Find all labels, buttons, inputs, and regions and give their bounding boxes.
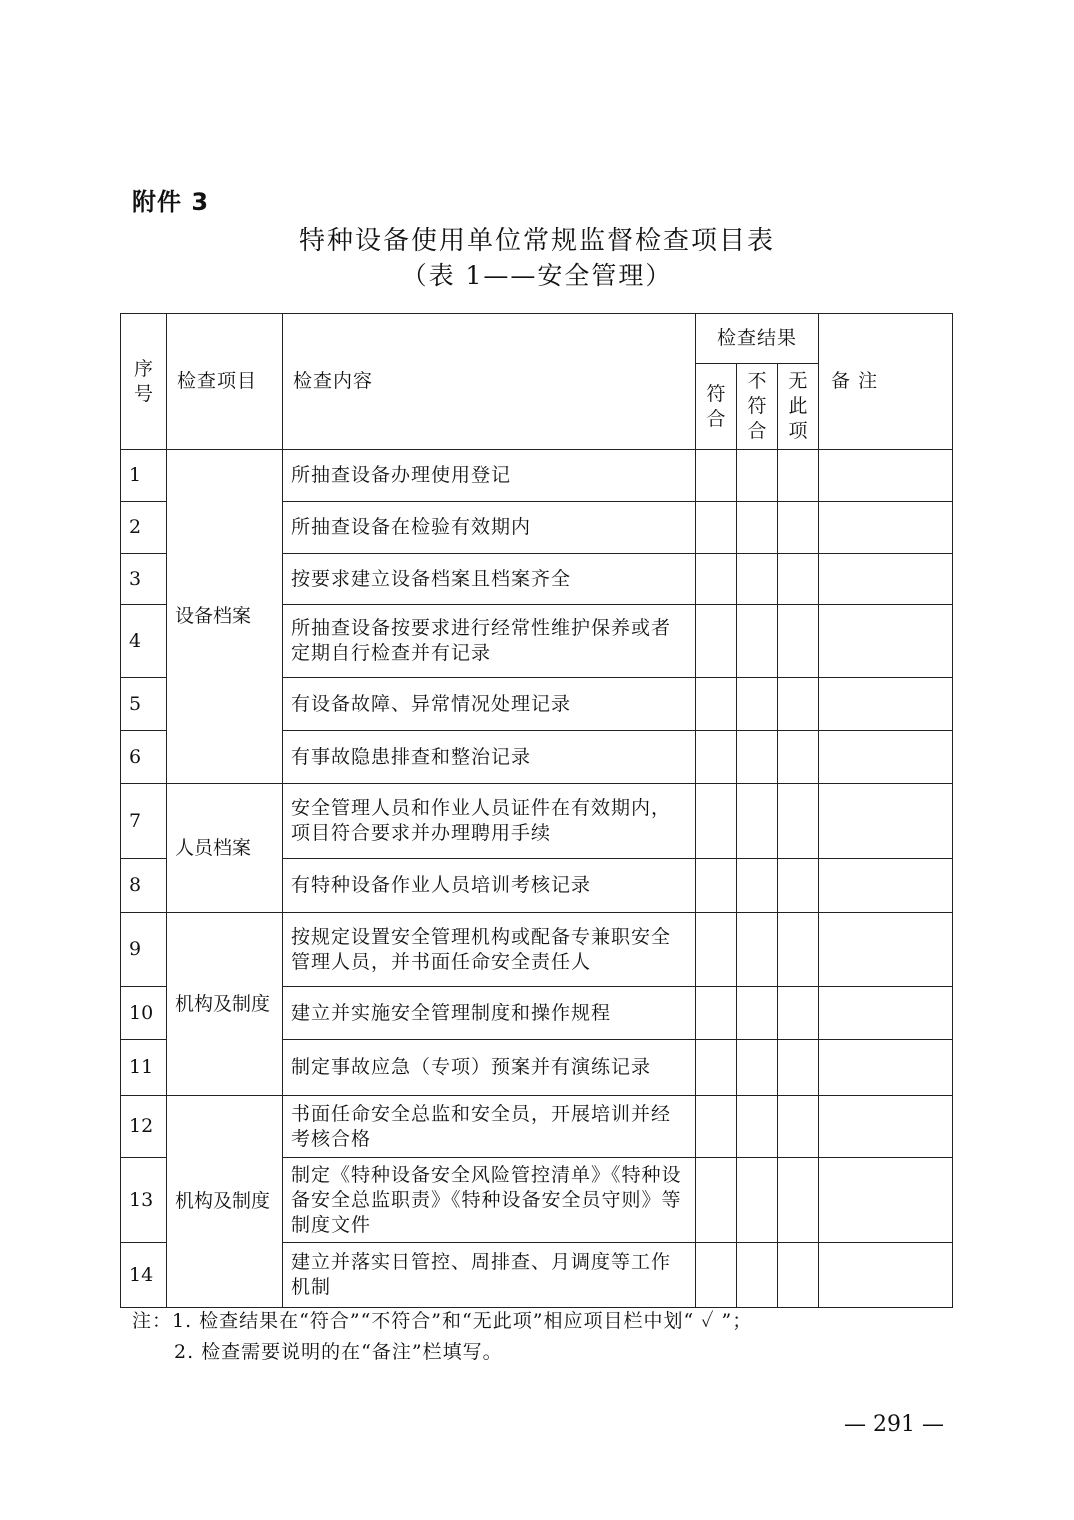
- cell-remark[interactable]: [819, 859, 953, 913]
- cell-na[interactable]: [778, 605, 819, 678]
- cell-na[interactable]: [778, 678, 819, 731]
- header-content: 检查内容: [283, 314, 696, 450]
- cell-na[interactable]: [778, 1158, 819, 1243]
- cell-nonconform[interactable]: [737, 678, 778, 731]
- cell-remark[interactable]: [819, 913, 953, 987]
- cell-na[interactable]: [778, 784, 819, 859]
- cell-conform[interactable]: [696, 502, 737, 554]
- cell-remark[interactable]: [819, 554, 953, 605]
- cell-remark[interactable]: [819, 1040, 953, 1096]
- row-content: 所抽查设备在检验有效期内: [283, 502, 696, 554]
- cell-na[interactable]: [778, 1096, 819, 1158]
- cell-remark[interactable]: [819, 502, 953, 554]
- cell-conform[interactable]: [696, 678, 737, 731]
- row-content: 有设备故障、异常情况处理记录: [283, 678, 696, 731]
- cell-remark[interactable]: [819, 450, 953, 502]
- header-conform: 符合: [696, 364, 737, 450]
- category-cell: 机构及制度: [167, 913, 283, 1096]
- cell-conform[interactable]: [696, 450, 737, 502]
- category-cell: 设备档案: [167, 450, 283, 784]
- cell-nonconform[interactable]: [737, 554, 778, 605]
- cell-na[interactable]: [778, 913, 819, 987]
- cell-nonconform[interactable]: [737, 913, 778, 987]
- cell-nonconform[interactable]: [737, 1096, 778, 1158]
- cell-nonconform[interactable]: [737, 1243, 778, 1308]
- table-row: [121, 784, 953, 859]
- cell-conform[interactable]: [696, 554, 737, 605]
- table-row: [121, 1096, 953, 1158]
- row-content: 所抽查设备按要求进行经常性维护保养或者定期自行检查并有记录: [283, 605, 696, 678]
- header-remark: 备 注: [819, 314, 953, 450]
- cell-nonconform[interactable]: [737, 784, 778, 859]
- row-content: 有特种设备作业人员培训考核记录: [283, 859, 696, 913]
- cell-na[interactable]: [778, 1243, 819, 1308]
- row-number: 14: [121, 1243, 167, 1308]
- cell-conform[interactable]: [696, 1096, 737, 1158]
- cell-nonconform[interactable]: [737, 1040, 778, 1096]
- cell-conform[interactable]: [696, 731, 737, 784]
- cell-remark[interactable]: [819, 784, 953, 859]
- cell-conform[interactable]: [696, 1243, 737, 1308]
- page-number: — 291 —: [844, 1412, 944, 1437]
- page-title: 特种设备使用单位常规监督检查项目表: [298, 226, 775, 256]
- table-row: [121, 913, 953, 987]
- cell-na[interactable]: [778, 859, 819, 913]
- cell-conform[interactable]: [696, 1040, 737, 1096]
- cell-na[interactable]: [778, 731, 819, 784]
- row-number: 6: [121, 731, 167, 784]
- row-number: 11: [121, 1040, 167, 1096]
- row-number: 7: [121, 784, 167, 859]
- cell-nonconform[interactable]: [737, 1158, 778, 1243]
- header-seq: 序号: [121, 314, 167, 450]
- cell-nonconform[interactable]: [737, 731, 778, 784]
- cell-remark[interactable]: [819, 1158, 953, 1243]
- header-item: 检查项目: [167, 314, 283, 450]
- row-number: 8: [121, 859, 167, 913]
- note-line-1: 注：1. 检查结果在“符合”“不符合”和“无此项”相应项目栏中划“ ✓ ”；: [132, 1310, 753, 1332]
- cell-remark[interactable]: [819, 605, 953, 678]
- cell-conform[interactable]: [696, 987, 737, 1040]
- row-content: 制定《特种设备安全风险管控清单》《特种设备安全总监职责》《特种设备安全员守则》等制度文件: [283, 1158, 696, 1243]
- row-content: 安全管理人员和作业人员证件在有效期内，项目符合要求并办理聘用手续: [283, 784, 696, 859]
- row-number: 1: [121, 450, 167, 502]
- row-content: 按要求建立设备档案且档案齐全: [283, 554, 696, 605]
- row-content: 建立并落实日管控、周排查、月调度等工作机制: [283, 1243, 696, 1308]
- attachment-label: 附件 3: [132, 188, 210, 216]
- cell-conform[interactable]: [696, 1158, 737, 1243]
- cell-conform[interactable]: [696, 784, 737, 859]
- row-content: 所抽查设备办理使用登记: [283, 450, 696, 502]
- row-number: 4: [121, 605, 167, 678]
- row-content: 制定事故应急（专项）预案并有演练记录: [283, 1040, 696, 1096]
- inspection-table: [120, 313, 953, 1308]
- cell-conform[interactable]: [696, 859, 737, 913]
- cell-na[interactable]: [778, 1040, 819, 1096]
- row-content: 按规定设置安全管理机构或配备专兼职安全管理人员，并书面任命安全责任人: [283, 913, 696, 987]
- cell-conform[interactable]: [696, 913, 737, 987]
- row-content: 建立并实施安全管理制度和操作规程: [283, 987, 696, 1040]
- page-subtitle: （表 1——安全管理）: [401, 261, 673, 290]
- table-row: [121, 450, 953, 502]
- cell-remark[interactable]: [819, 678, 953, 731]
- cell-nonconform[interactable]: [737, 859, 778, 913]
- cell-remark[interactable]: [819, 731, 953, 784]
- cell-na[interactable]: [778, 450, 819, 502]
- row-number: 10: [121, 987, 167, 1040]
- cell-conform[interactable]: [696, 605, 737, 678]
- row-number: 13: [121, 1158, 167, 1243]
- row-number: 5: [121, 678, 167, 731]
- cell-na[interactable]: [778, 987, 819, 1040]
- row-number: 12: [121, 1096, 167, 1158]
- cell-nonconform[interactable]: [737, 502, 778, 554]
- table-notes: [132, 1306, 752, 1368]
- note-line-2: 2. 检查需要说明的在“备注”栏填写。: [174, 1341, 503, 1363]
- category-cell: 人员档案: [167, 784, 283, 913]
- cell-remark[interactable]: [819, 1243, 953, 1308]
- category-cell: 机构及制度: [167, 1096, 283, 1308]
- header-row-1: [121, 314, 953, 364]
- cell-na[interactable]: [778, 502, 819, 554]
- cell-nonconform[interactable]: [737, 450, 778, 502]
- cell-na[interactable]: [778, 554, 819, 605]
- row-content: 有事故隐患排查和整治记录: [283, 731, 696, 784]
- row-number: 9: [121, 913, 167, 987]
- row-number: 3: [121, 554, 167, 605]
- row-number: 2: [121, 502, 167, 554]
- header-nonconform: 不符合: [737, 364, 778, 450]
- header-na: 无此项: [778, 364, 819, 450]
- cell-nonconform[interactable]: [737, 605, 778, 678]
- cell-remark[interactable]: [819, 1096, 953, 1158]
- cell-remark[interactable]: [819, 987, 953, 1040]
- header-result: 检查结果: [696, 314, 819, 364]
- row-content: 书面任命安全总监和安全员，开展培训并经考核合格: [283, 1096, 696, 1158]
- cell-nonconform[interactable]: [737, 987, 778, 1040]
